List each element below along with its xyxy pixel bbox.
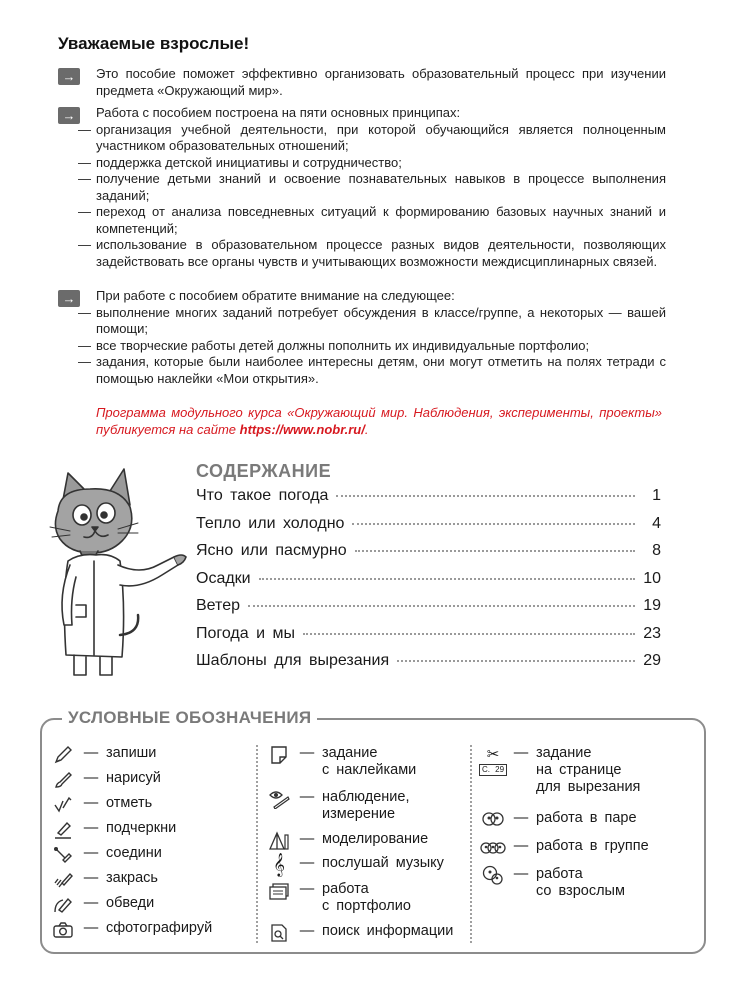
toc-page: 19 — [643, 597, 661, 614]
legend-label-line: с портфолио — [322, 898, 411, 914]
scissors-icon: ✂ — [486, 745, 500, 763]
legend-item-photo — [50, 920, 212, 940]
legend-label-line: задание — [536, 745, 592, 761]
legend-label: работа в группе — [536, 838, 649, 854]
legend-dash: — — [299, 923, 315, 939]
publication-link[interactable]: https://www.nobr.ru/ — [239, 422, 365, 437]
toc-page: 10 — [643, 569, 661, 587]
legend-dash: — — [83, 870, 99, 886]
toc-title: Что такое погода — [196, 487, 329, 504]
legend-item-connect — [50, 845, 162, 865]
toc-item[interactable] — [196, 597, 661, 625]
list-item: — переход от анализа повседневных ситуаций к формированию базовых научных знаний и компетенций; — [78, 204, 666, 237]
toc-item[interactable] — [196, 515, 661, 543]
list-item: — организация учебной деятельности, при которой обучающийся является полноценным участником образовательных отношений; — [78, 122, 666, 155]
contents-title: СОДЕРЖАНИЕ — [196, 461, 332, 481]
modeling-icon — [268, 831, 290, 851]
page-badge: С. 29 — [479, 764, 507, 776]
publication-note — [96, 404, 662, 438]
legend-dash: — — [299, 881, 315, 897]
page-heading: Уважаемые взрослые! — [58, 34, 250, 53]
pair-icon — [481, 811, 505, 829]
note-1 — [58, 66, 666, 99]
legend-dash: — — [513, 838, 529, 854]
note-2 — [58, 105, 666, 270]
cat-teacher-illustration — [40, 465, 190, 680]
toc-item[interactable] — [196, 570, 661, 598]
legend-item-pair — [480, 810, 637, 830]
legend-label-line: на странице — [536, 762, 622, 778]
toc-page: 23 — [643, 624, 661, 642]
legend-divider — [470, 745, 472, 943]
note-3 — [58, 288, 666, 387]
toc-title: Тепло или холодно — [196, 514, 345, 532]
legend-item-observe — [266, 789, 409, 823]
legend-item-write — [50, 745, 156, 765]
arrow-right-icon: → — [58, 107, 80, 124]
camera-icon — [52, 921, 74, 939]
toc-title: Осадки — [196, 569, 251, 587]
list-item: — все творческие работы детей должны пополнить их индивидуальные портфолио; — [78, 338, 666, 355]
legend-label: поиск информации — [322, 923, 454, 939]
toc-leader — [248, 605, 635, 607]
legend-label-line: со взрослым — [536, 883, 625, 899]
legend-dash: — — [83, 770, 99, 786]
legend-dash: — — [83, 745, 99, 761]
table-of-contents — [196, 487, 661, 680]
color-icon — [53, 871, 73, 889]
legend-label — [322, 745, 416, 779]
legend-label: подчеркни — [106, 820, 177, 836]
legend-label: послушай музыку — [322, 855, 444, 871]
list-item: — выполнение многих заданий потребует обсуждения в классе/группе, а некоторых — вашей помощи; — [78, 305, 666, 338]
legend-label: моделирование — [322, 831, 429, 847]
brush-icon — [53, 771, 73, 789]
observe-icon — [268, 789, 290, 809]
legend-label: отметь — [106, 795, 153, 811]
legend-label-line: с наклейками — [322, 762, 417, 778]
legend-label: обведи — [106, 895, 155, 911]
legend-dash: — — [513, 810, 529, 826]
music-icon: 𝄞 — [273, 853, 285, 876]
note-text: При работе с пособием обратите внимание на следующее: — [96, 288, 455, 303]
publication-end: . — [364, 422, 369, 437]
legend-label: нарисуй — [106, 770, 161, 786]
underline-icon — [53, 821, 73, 839]
legend-dash: — — [299, 789, 315, 805]
legend-label: закрась — [106, 870, 158, 886]
arrow-right-icon: → — [58, 68, 80, 85]
legend-label-line: измерение — [322, 806, 396, 822]
legend-label-line: наблюдение, — [322, 789, 410, 805]
legend-item-group — [480, 838, 649, 858]
adult-icon — [481, 865, 505, 887]
legend-label: работа в паре — [536, 810, 637, 826]
legend-dash: — — [83, 845, 99, 861]
toc-item[interactable] — [196, 625, 661, 653]
legend-dash: — — [299, 831, 315, 847]
list-item: — задания, которые были наиболее интересны детям, они могут отметить на полях тетради с помощью наклейки «Мои открытия». — [78, 354, 666, 387]
legend-label-line: для вырезания — [536, 779, 641, 795]
legend-label — [322, 881, 411, 915]
legend-item-modeling — [266, 831, 428, 851]
legend-label-line: задание — [322, 745, 378, 761]
legend-item-music — [266, 855, 444, 875]
arrow-right-icon: → — [58, 290, 80, 307]
legend-item-mark — [50, 795, 152, 815]
pencil-icon — [53, 746, 73, 764]
list-item: — использование в образовательном процессе разных видов деятельности, позволяющих задействовать все органы чувств и учитывающих возможности междисциплинарных связей. — [78, 237, 666, 270]
note-text: Это пособие поможет эффективно организовать образовательный процесс при изучении предмета «Окружающий мир». — [96, 66, 666, 98]
legend-dash: — — [299, 855, 315, 871]
toc-title: Ясно или пасмурно — [196, 542, 347, 559]
toc-leader — [397, 660, 635, 662]
legend-item-color — [50, 870, 158, 890]
list-item: — поддержка детской инициативы и сотрудничество; — [78, 155, 666, 172]
toc-leader — [355, 550, 635, 552]
toc-item[interactable] — [196, 652, 661, 680]
toc-title: Шаблоны для вырезания — [196, 652, 390, 669]
legend-dash: — — [83, 795, 99, 811]
toc-title: Погода и мы — [196, 624, 295, 642]
legend-item-underline — [50, 820, 176, 840]
search-info-icon — [269, 923, 289, 943]
toc-leader — [352, 523, 635, 525]
legend-label: сфотографируй — [106, 920, 213, 936]
legend-item-outline — [50, 895, 154, 915]
legend-label: запиши — [106, 745, 157, 761]
toc-page: 4 — [652, 514, 661, 532]
legend-item-portfolio — [266, 881, 411, 915]
legend-label-line: работа — [536, 866, 583, 882]
legend-label — [536, 745, 640, 796]
toc-leader — [259, 578, 635, 580]
legend-dash: — — [83, 820, 99, 836]
legend-label: соедини — [106, 845, 162, 861]
toc-page: 1 — [652, 487, 661, 504]
toc-title: Ветер — [196, 597, 240, 614]
legend-divider — [256, 745, 258, 943]
sticker-icon — [269, 745, 289, 765]
checkmark-icon — [53, 796, 73, 814]
toc-item[interactable] — [196, 542, 661, 570]
legend-dash: — — [83, 920, 99, 936]
toc-page: 8 — [652, 542, 661, 559]
toc-item[interactable] — [196, 487, 661, 515]
legend-dash: — — [513, 745, 529, 761]
note-text: Работа с пособием построена на пяти основных принципах: — [96, 105, 461, 120]
legend-label-line: работа — [322, 881, 369, 897]
legend-dash: — — [299, 745, 315, 761]
group-icon — [480, 839, 506, 857]
list-item: — получение детьми знаний и освоение познавательных навыков в процессе выполнения заданий; — [78, 171, 666, 204]
connect-icon — [53, 846, 73, 864]
toc-leader — [336, 495, 635, 497]
portfolio-icon — [268, 881, 290, 901]
legend-item-search — [266, 923, 453, 943]
legend-item-cutout — [480, 745, 640, 796]
legend-dash: — — [513, 866, 529, 882]
legend-title: УСЛОВНЫЕ ОБОЗНАЧЕНИЯ — [62, 708, 317, 728]
legend-dash: — — [83, 895, 99, 911]
legend-item-adult — [480, 866, 625, 900]
legend-item-stickers — [266, 745, 416, 779]
legend-item-draw — [50, 770, 161, 790]
legend-label — [322, 789, 409, 823]
toc-leader — [303, 633, 635, 635]
toc-page: 29 — [643, 652, 661, 669]
outline-icon — [53, 896, 73, 914]
legend-label — [536, 866, 625, 900]
publication-text: Программа модульного курса «Окружающий мир. Наблюдения, эксперименты, проекты» публикуется на сайте — [96, 405, 662, 437]
